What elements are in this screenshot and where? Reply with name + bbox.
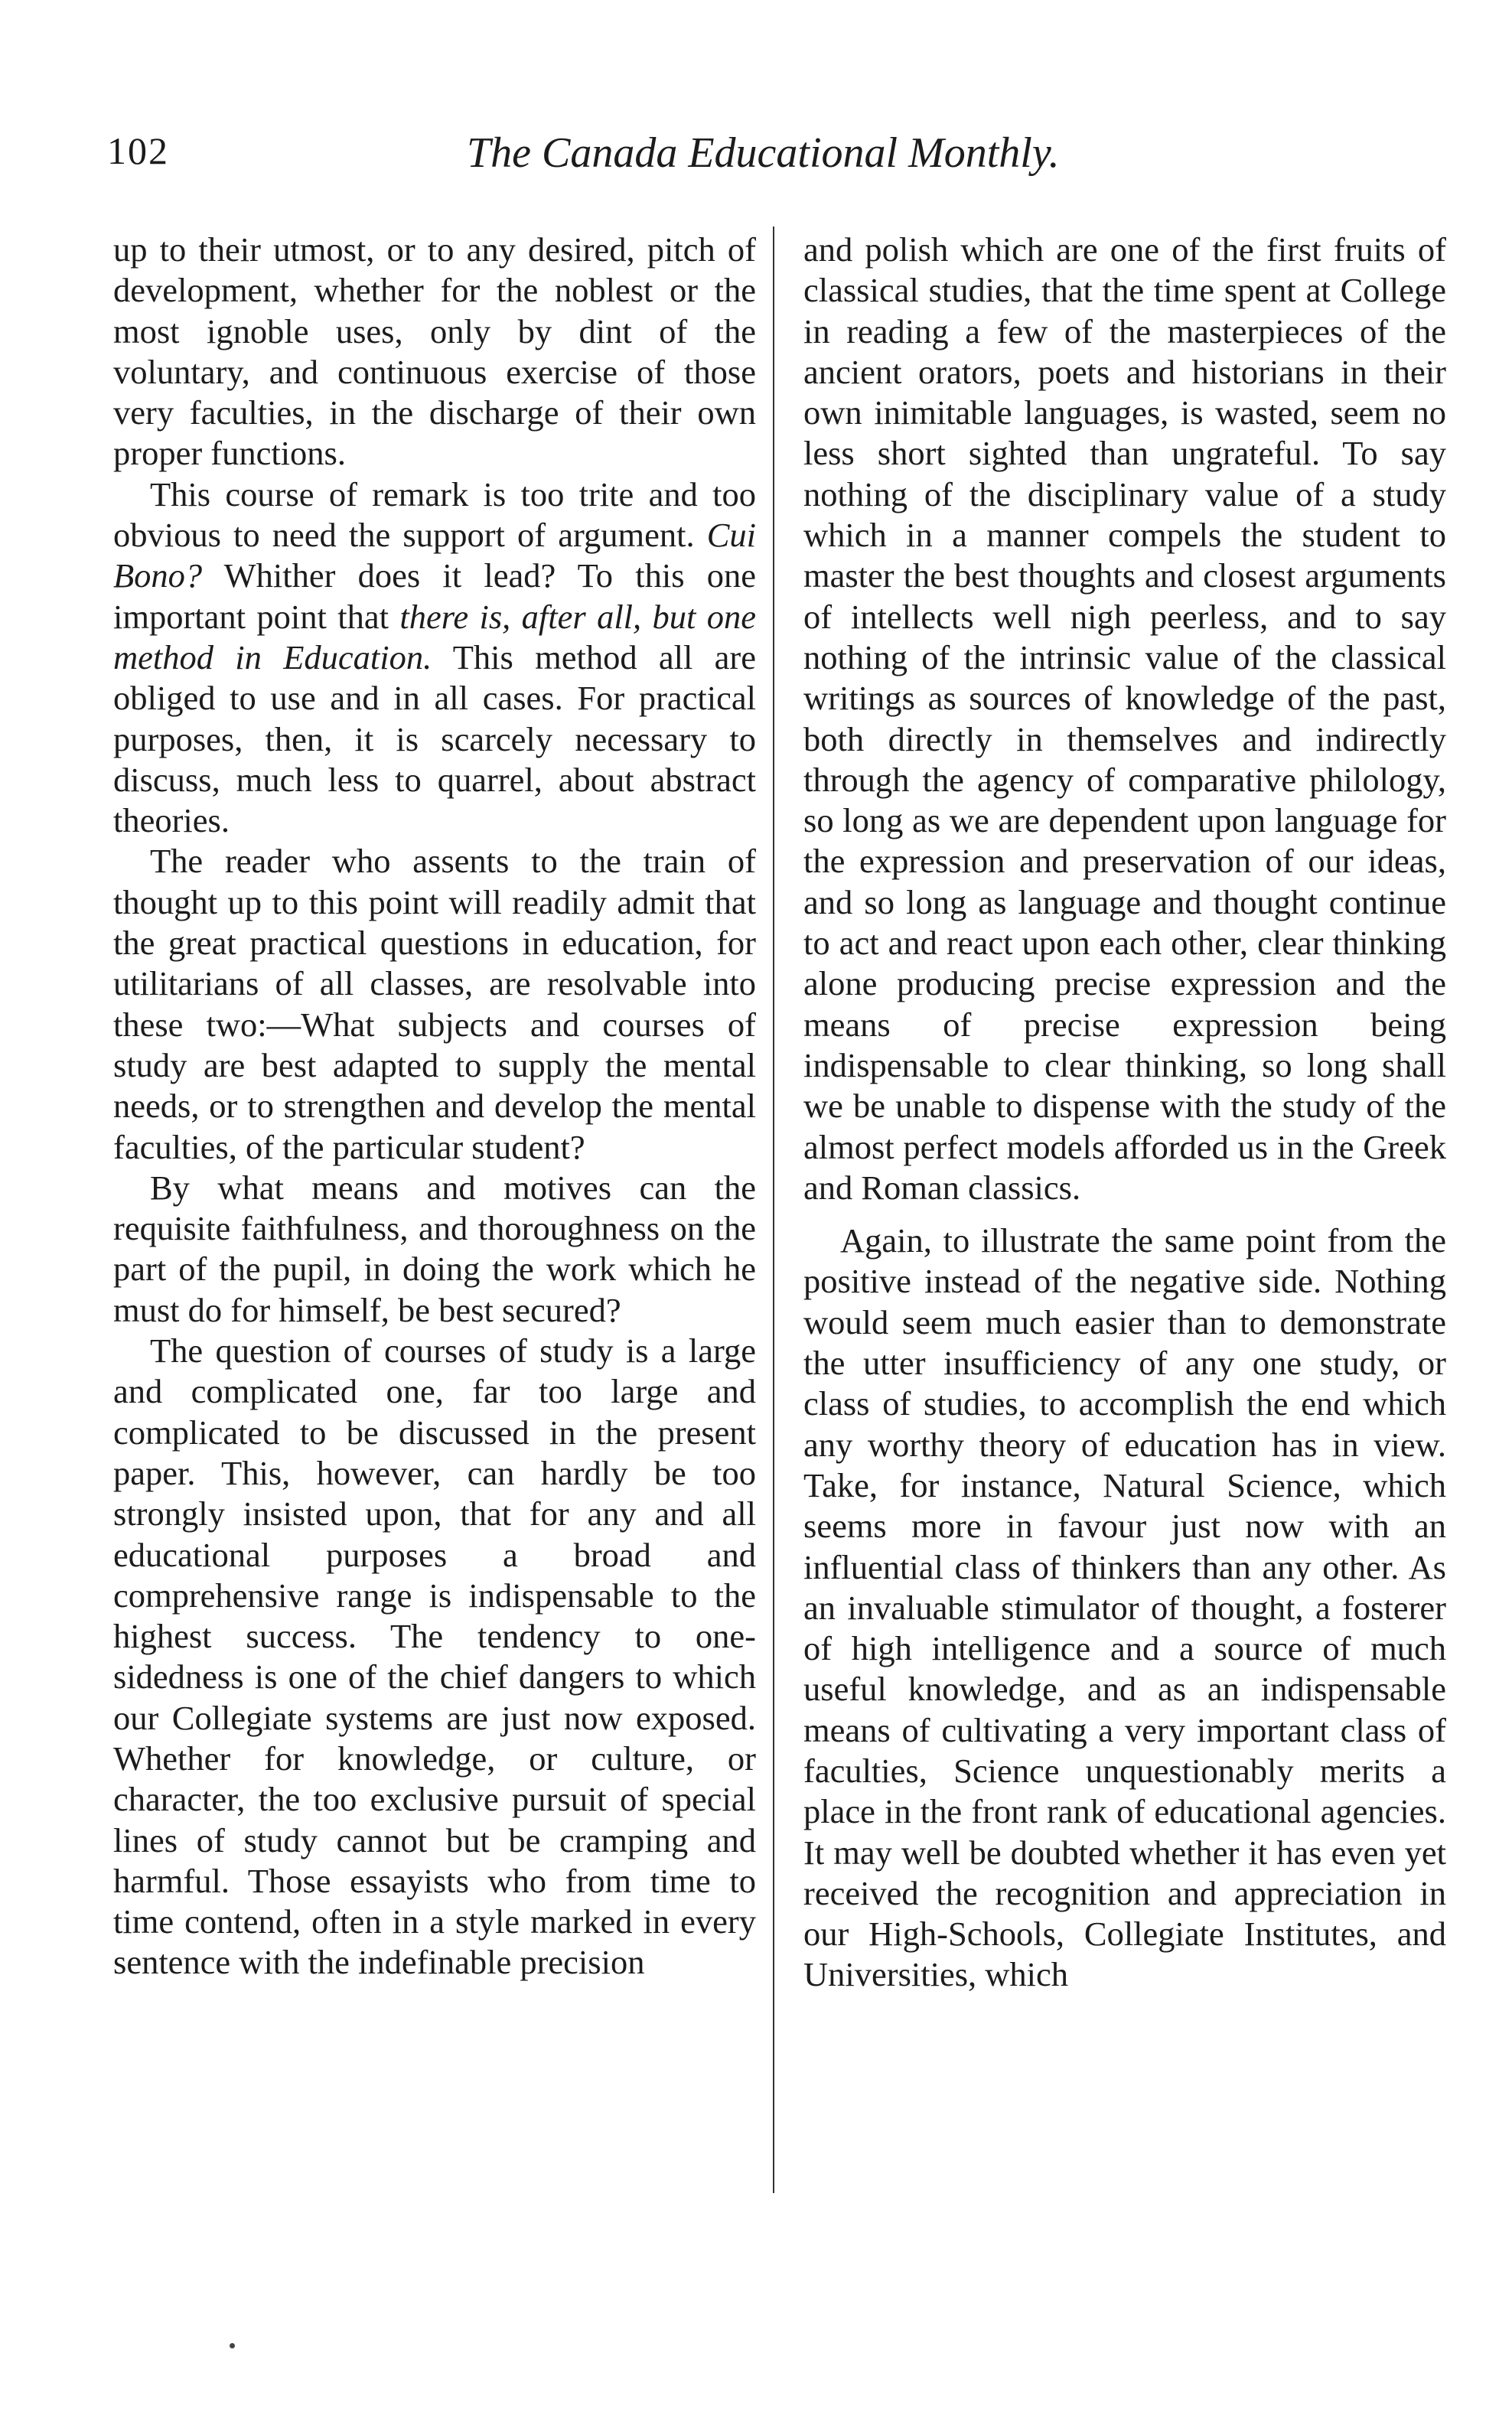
page-number: 102 xyxy=(107,129,169,172)
paragraph-text: This method all are obliged to use and in all cases. For practical purposes, then, it is scarcely necessary to discuss, much less to quarrel, about abstract theories. xyxy=(113,637,756,840)
latin-phrase: Cui Bono? xyxy=(113,516,756,595)
emphasized-phrase: there is, after all, but one method in Education. xyxy=(113,597,757,676)
paragraph: and polish which are one of the first fruits of classical studies, that the time spent at College in reading a few of the masterpieces of the ancient orators, poets and historians in their own inimitable languages, is wasted, seem no less short sighted than ungrateful. To say nothing of the disciplinary value of a study which in a manner compels the student to master the best thoughts and closest arguments of intellects well nigh peerless, and to say nothing of the intrinsic value of the classical writings as sources of knowledge of the past, both directly in themselves and indirectly through the agency of comparative philology, so long as we are dependent upon language for the expression and preservation of our ideas, and so long as language and thought continue to act and react upon each other, clear thinking alone producing precise expression and the means of precise expression being indispensable to clear thinking, so long shall we be unable to dispense with the study of the almost perfect models afforded us in the Greek and Roman classics. xyxy=(803,230,1446,1207)
running-title: The Canada Educational Monthly. xyxy=(467,129,1060,177)
paragraph: By what means and motives can the requisite faithfulness, and thoroughness on the part of the pupil, in doing the work which he must do for himself, be best secured? xyxy=(113,1168,756,1329)
paragraph xyxy=(113,474,756,842)
paragraph-text: This course of remark is too trite and too obvious to need the support of argument. xyxy=(113,474,756,555)
left-column xyxy=(113,230,756,1983)
column-divider xyxy=(773,227,774,2193)
paragraph-text: Whither does it lead? To this one important point that xyxy=(113,556,756,636)
paragraph: The reader who assents to the train of thought up to this point will readily admit that the great practical questions in education, for utilitarians of all classes, are resolvable into these two:—What subjects and courses of study are best adapted to supply the mental needs, or to strengthen and develop the mental faculties, of the particular student? xyxy=(113,842,756,1166)
printer-mark xyxy=(230,2343,235,2348)
paragraph: The question of courses of study is a large and complicated one, far too large and complicated to be discussed in the present paper. This, however, can hardly be too strongly insisted upon, that for any and all educational purposes a broad and comprehensive range is indispensable to the highest success. The tendency to one-sidedness is one of the chief dangers to which our Collegiate systems are just now exposed. Whether for knowledge, or culture, or character, the too exclusive pursuit of special lines of study cannot but be cramping and harmful. Those essayists who from time to time contend, often in a style marked in every sentence with the indefinable precision xyxy=(113,1331,756,1982)
page-header xyxy=(107,129,1423,182)
paragraph: Again, to illustrate the same point from the positive instead of the negative side. Nothing would seem much easier than to demonstrate the utter insufficiency of any one study, or class of studies, to accomplish the end which any worthy theory of education has in view. Take, for instance, Natural Science, which seems more in favour just now with an influential class of thinkers than any other. As an invaluable stimulator of thought, a fosterer of high intelligence and a source of much useful knowledge, and as an indispensable means of cultivating a very important class of faculties, Science unquestionably merits a place in the front rank of educational agencies. It may well be doubted whether it has even yet received the recognition and appreciation in our High-Schools, Collegiate Institutes, and Universities, which xyxy=(803,1221,1446,1994)
paragraph: up to their utmost, or to any desired, pitch of development, whether for the noblest or the most ignoble uses, only by dint of the voluntary, and continuous exercise of those very faculties, in the discharge of their own proper functions. xyxy=(113,230,756,473)
right-column xyxy=(803,230,1446,1996)
